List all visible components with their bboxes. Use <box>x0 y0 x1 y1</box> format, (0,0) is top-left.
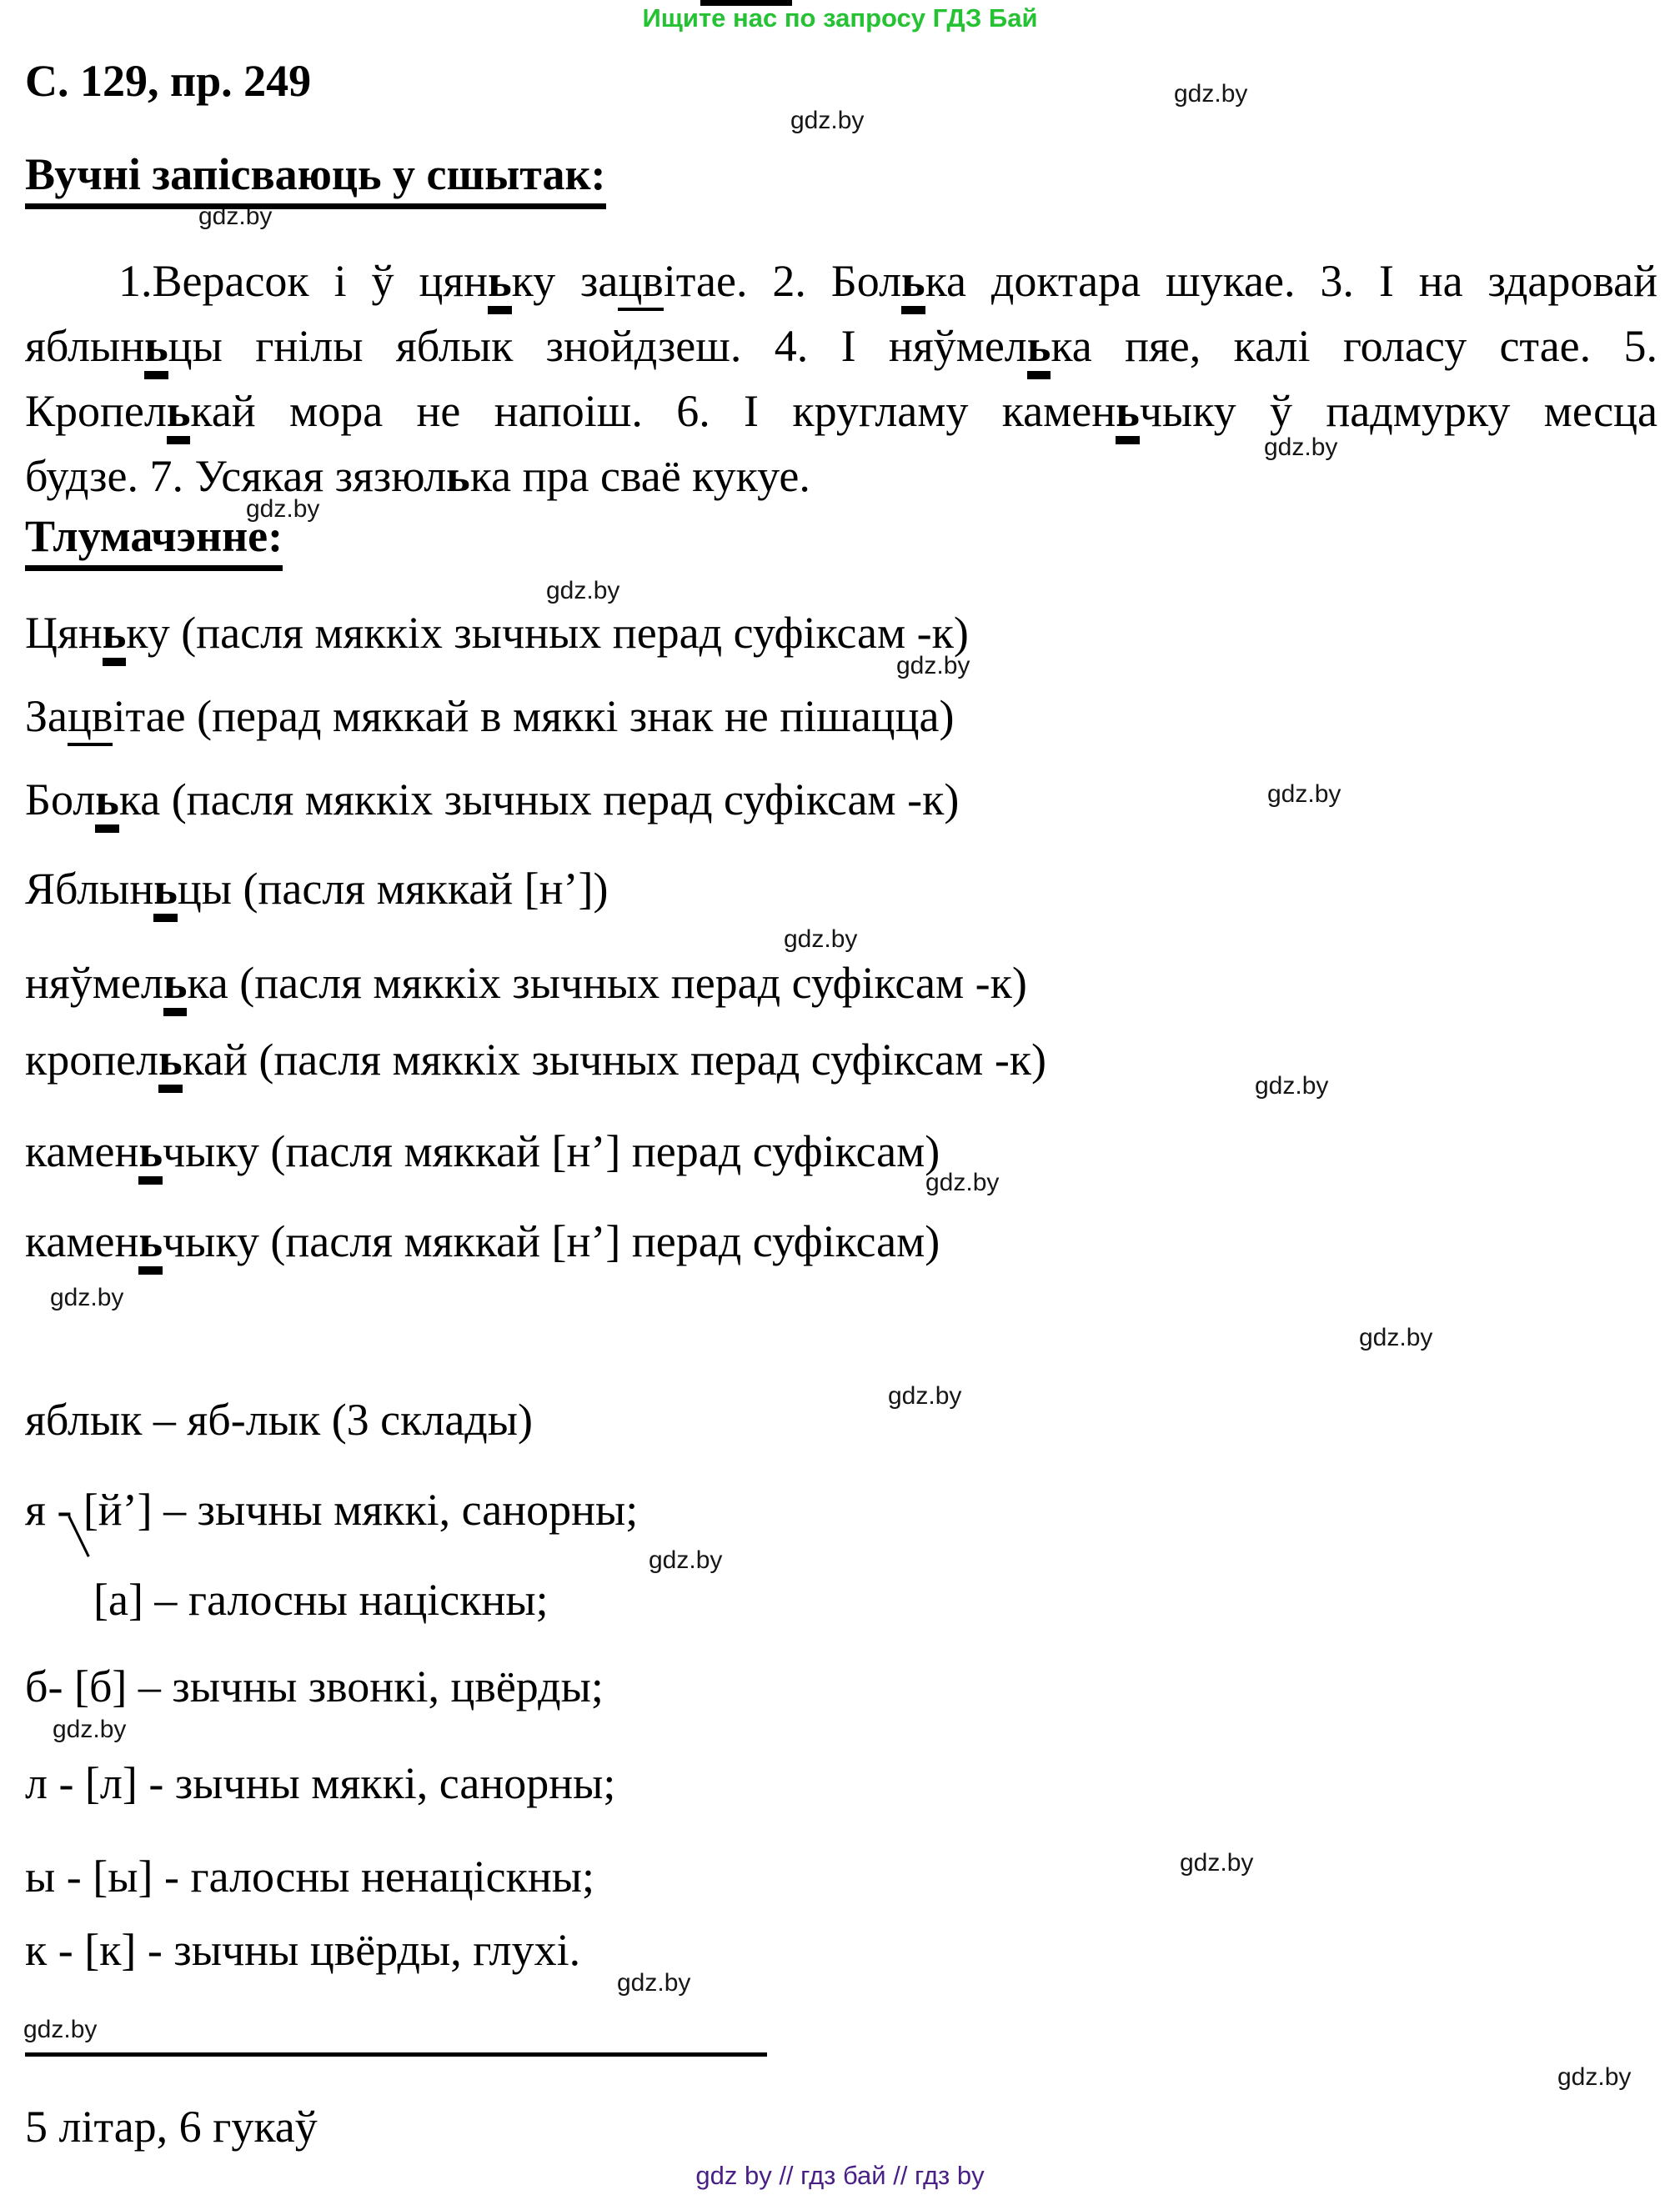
footer-links-text: gdz by // гдз бай // гдз by <box>695 2161 985 2190</box>
text-segment: кай мора не напоіш. 6. І кругламу камен <box>190 386 1116 436</box>
highlighted-letter: ь <box>138 1126 163 1185</box>
gdz-watermark: gdz.by <box>1180 1849 1254 1877</box>
section-heading-explanation-text: Тлумачэнне: <box>25 511 283 571</box>
gdz-watermark: gdz.by <box>1359 1324 1433 1351</box>
text-segment: Яблын <box>25 864 154 914</box>
text-segment: камен <box>25 1126 139 1176</box>
gdz-watermark: gdz.by <box>896 652 970 679</box>
text-segment: Кропел <box>25 386 167 436</box>
highlighted-letter: ь <box>163 958 188 1016</box>
explanation-line <box>25 863 608 915</box>
gdz-watermark: gdz.by <box>649 1546 723 1574</box>
explanation-line <box>25 774 959 825</box>
page-ref: С. 129, пр. 249 <box>25 56 312 106</box>
highlighted-letter: ь <box>901 256 925 314</box>
highlighted-letter: ь <box>446 451 470 501</box>
section-heading-notebook-text: Вучні запісваюць у сшытак: <box>25 149 606 209</box>
explanation-line <box>25 1034 1046 1085</box>
text-segment: кай (пасля мяккіх зычных перад суфіксам -к) <box>182 1035 1047 1085</box>
gdz-watermark: gdz.by <box>246 495 320 523</box>
explanation-line <box>25 690 954 742</box>
text-segment: кропел <box>25 1035 159 1085</box>
phonetic-row: л - [л] - зычны мяккі, санорны; <box>25 1758 616 1808</box>
gdz-watermark: gdz.by <box>1267 780 1341 808</box>
gdz-watermark: gdz.by <box>53 1716 127 1743</box>
gdz-watermark: gdz.by <box>1174 80 1248 108</box>
gdz-watermark: gdz.by <box>925 1169 1000 1196</box>
text-segment: ка доктара шукае. 3. І на здаровай <box>925 256 1657 306</box>
phonetic-row: б- [б] – зычны звонкі, цвёрды; <box>25 1661 604 1711</box>
gdz-watermark: gdz.by <box>1255 1072 1329 1100</box>
highlighted-letter: ь <box>158 1035 183 1093</box>
text-segment: Бол <box>25 774 96 824</box>
text-segment: цы гнілы яблык знойдзеш. 4. І няўмел <box>168 321 1027 371</box>
explanation-line <box>25 1215 940 1267</box>
text-segment: чыку (пасля мяккай [н’] перад суфіксам) <box>163 1126 940 1176</box>
highlighted-letter: ь <box>144 321 168 379</box>
exercise-sentence-line <box>25 313 1657 378</box>
highlighted-letter: ь <box>138 1216 163 1275</box>
footer-links <box>0 2161 1680 2191</box>
gdz-watermark: gdz.by <box>888 1382 962 1410</box>
gdz-watermark: gdz.by <box>617 1969 691 1997</box>
text-segment: чыку ў падмурку месца <box>1139 386 1657 436</box>
text-segment: Цян <box>25 608 103 658</box>
highlighted-letter: ь <box>95 774 119 833</box>
section-heading-notebook <box>25 148 606 200</box>
gdz-watermark: gdz.by <box>546 577 620 604</box>
highlighted-letter: ь <box>1027 321 1051 379</box>
exercise-sentence-line <box>25 378 1657 444</box>
highlighted-letter: ь <box>103 608 127 666</box>
phonetic-row: ы - [ы] - галосны ненаціскны; <box>25 1852 595 1902</box>
gdz-watermark: gdz.by <box>784 925 858 953</box>
text-segment: чыку (пасля мяккай [н’] перад суфіксам) <box>163 1216 940 1266</box>
text-segment: ітае. 2. Бол <box>663 256 902 306</box>
summary-divider-line <box>25 2052 767 2057</box>
text-segment: ка пяе, калі голасу стае. 5. <box>1051 321 1657 371</box>
phonetic-row: я - [й’] – зычны мяккі, санорны; <box>25 1485 639 1535</box>
gdz-watermark: gdz.by <box>1264 433 1338 461</box>
text-segment: няўмел <box>25 958 163 1008</box>
gdz-watermark: gdz.by <box>1557 2063 1632 2091</box>
text-segment: 1.Верасок і ў цян <box>118 256 489 306</box>
text-segment: будзе. 7. Усякая зязюл <box>25 451 447 501</box>
highlighted-letter: ь <box>153 864 178 922</box>
gdz-watermark: gdz.by <box>50 1284 124 1311</box>
letters-sounds-count: 5 літар, 6 гукаў <box>25 2102 318 2152</box>
highlighted-letter: ь <box>167 386 191 444</box>
gdz-watermark: gdz.by <box>790 107 865 134</box>
text-segment: ка (пасля мяккіх зычных перад суфіксам -к) <box>187 958 1027 1008</box>
explanation-line <box>25 1125 940 1177</box>
text-segment: ку (пасля мяккіх зычных перад суфіксам -к) <box>126 608 969 658</box>
gdz-watermark: gdz.by <box>23 2016 98 2043</box>
site-banner-text: Ищите нас по запросу ГДЗ Бай <box>642 3 1038 33</box>
phonetic-row: [а] – галосны націскны; <box>93 1575 549 1625</box>
exercise-paragraph <box>25 248 1657 509</box>
highlighted-letter: цв <box>618 256 663 311</box>
gdz-watermark: gdz.by <box>198 203 273 230</box>
exercise-sentence-line <box>25 444 1657 509</box>
highlighted-letter: ь <box>1116 386 1140 444</box>
highlighted-letter: цв <box>68 691 113 746</box>
text-segment: яблын <box>25 321 145 371</box>
exercise-sentence-line <box>25 248 1657 313</box>
highlighted-letter: ь <box>488 256 512 314</box>
site-banner <box>0 3 1680 33</box>
section-heading-explanation <box>25 510 283 562</box>
text-segment: цы (пасля мяккай [н’]) <box>177 864 609 914</box>
explanation-line <box>25 607 969 659</box>
text-segment: ку за <box>511 256 619 306</box>
text-segment: камен <box>25 1216 139 1266</box>
text-segment: ка пра сваё кукуе. <box>469 451 810 501</box>
syllable-division-line: яблык – яб-лык (3 склады) <box>25 1395 534 1445</box>
text-segment: ітае (перад мяккай в мяккі знак не пішацца) <box>113 691 955 741</box>
phonetic-row: к - [к] - зычны цвёрды, глухі. <box>25 1925 581 1975</box>
text-segment: ка (пасля мяккіх зычных перад суфіксам -к) <box>118 774 960 824</box>
explanation-line <box>25 957 1027 1009</box>
text-segment: За <box>25 691 68 741</box>
